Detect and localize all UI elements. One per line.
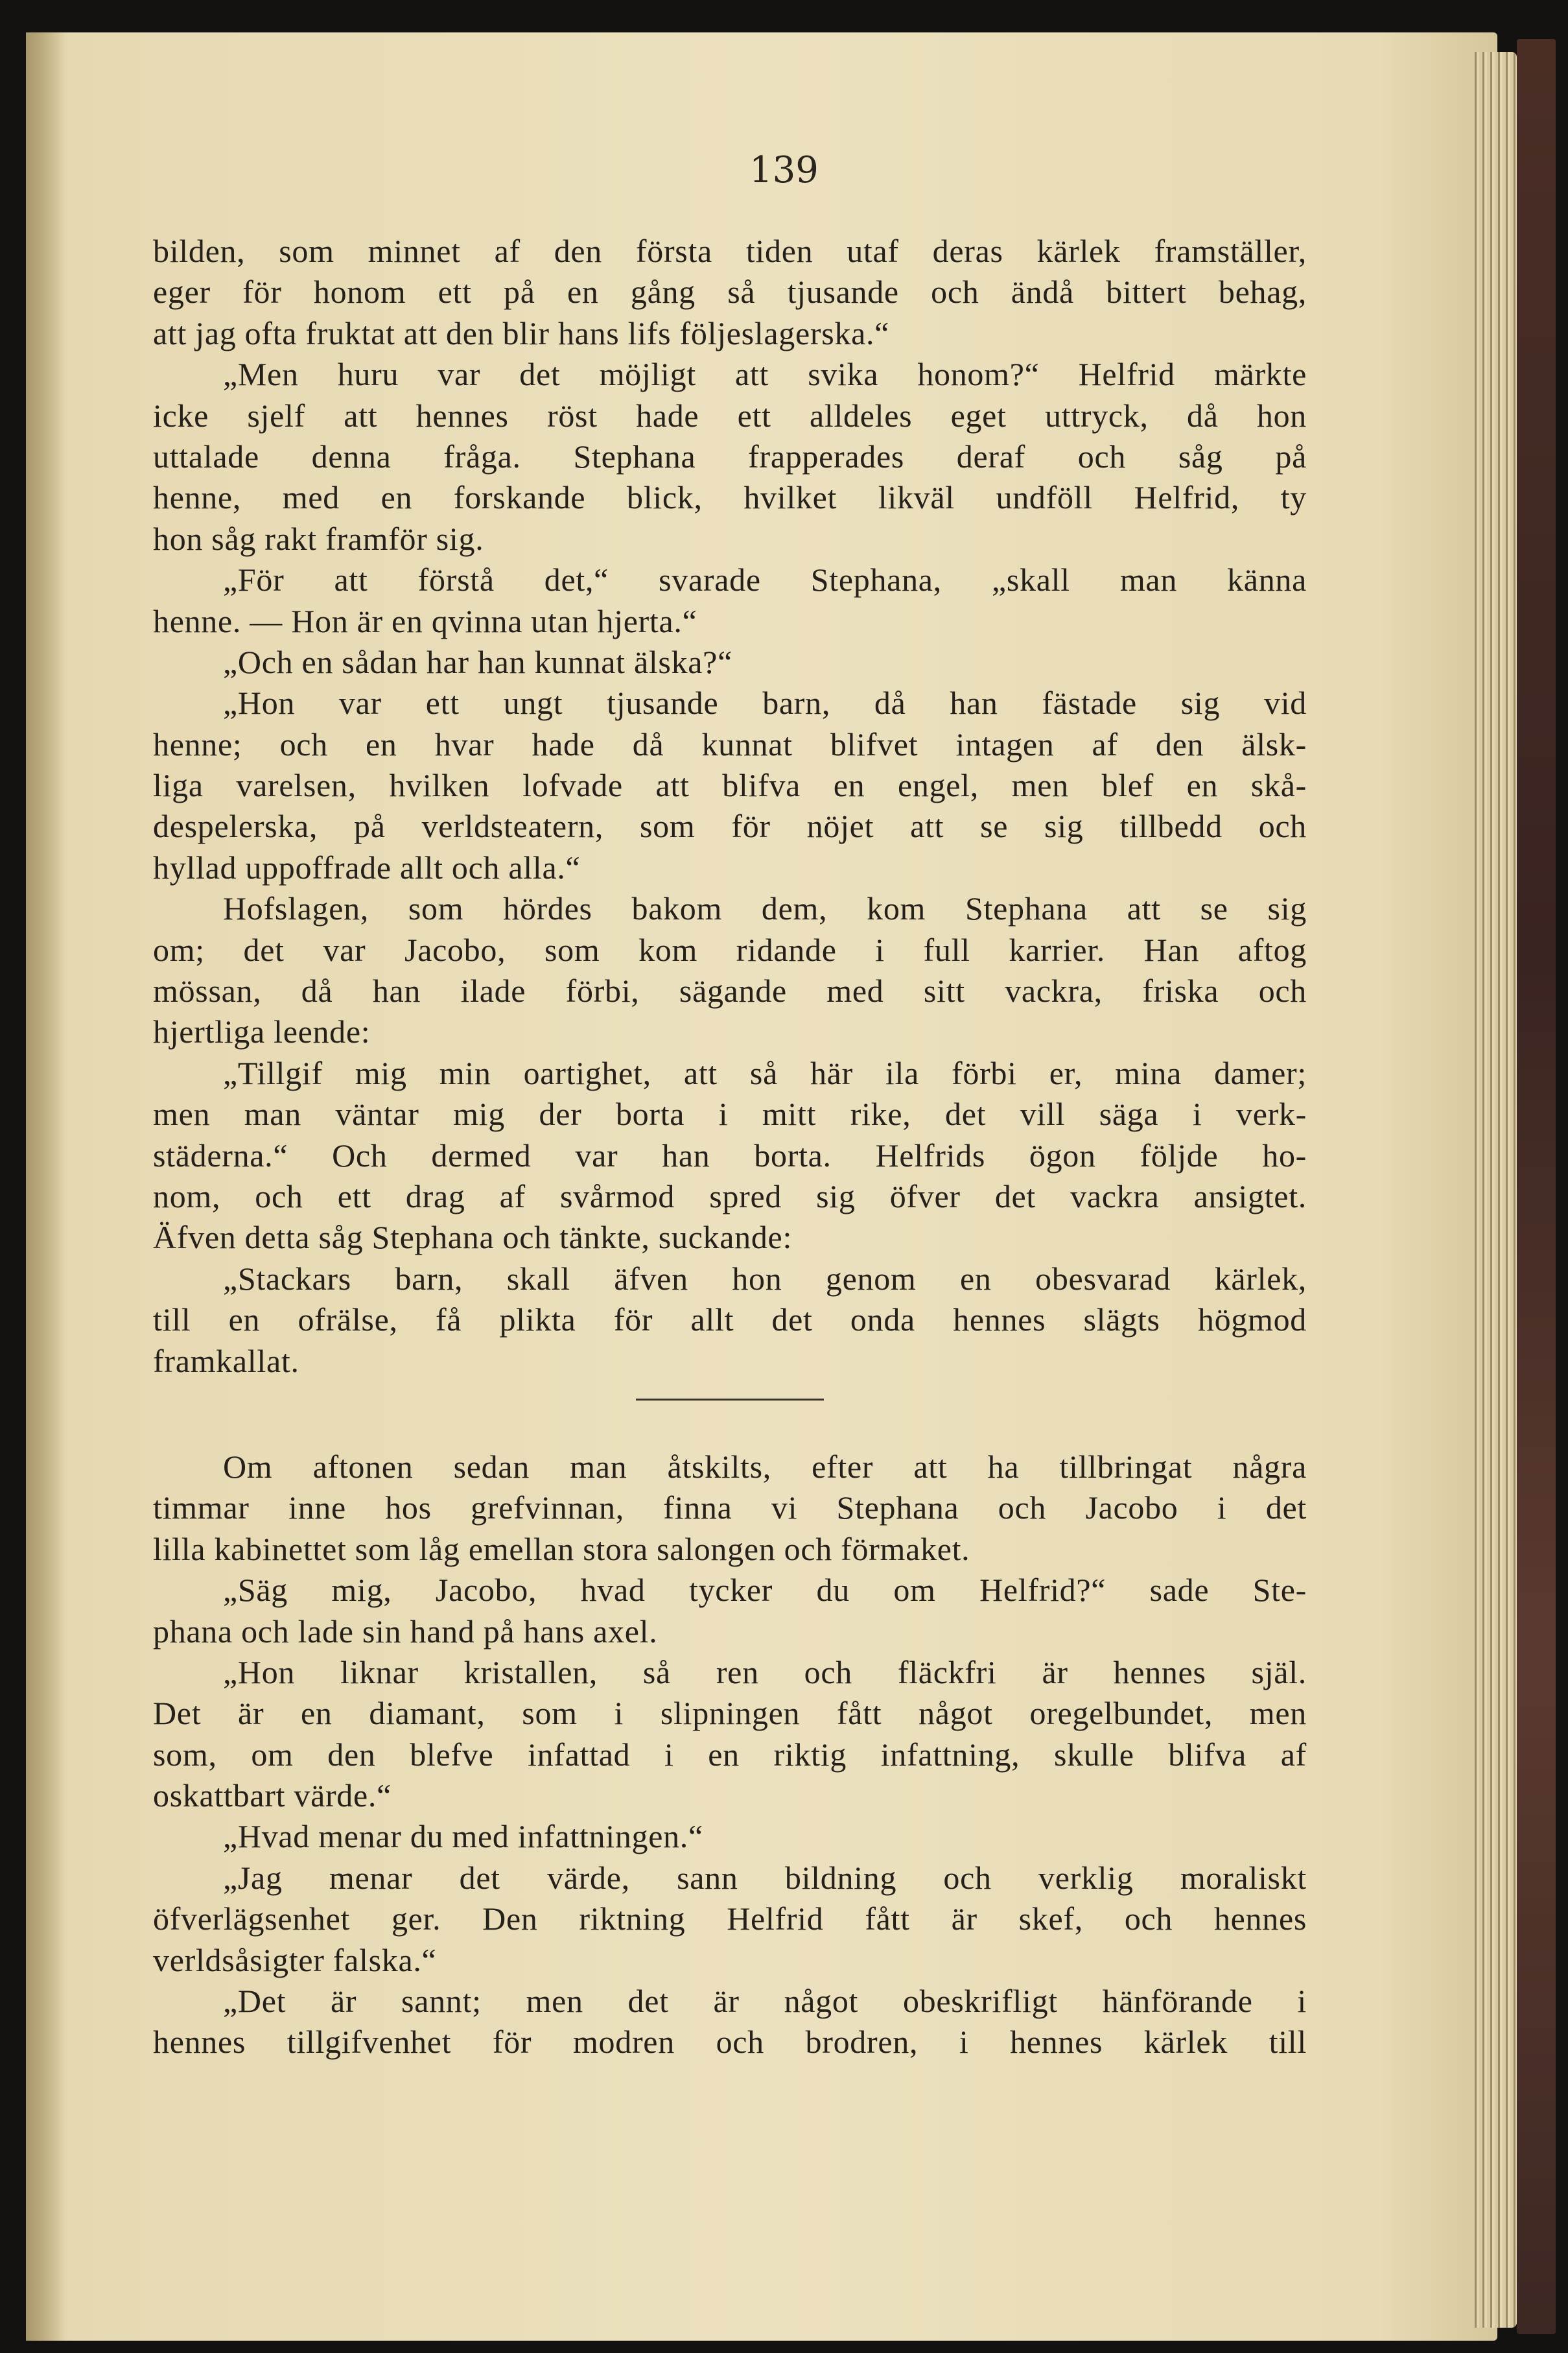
text-line: „Säg mig, Jacobo, hvad tycker du om Helfrid?“ sade Ste- bbox=[223, 1572, 1307, 1609]
text-line: „Hvad menar du med infattningen.“ bbox=[223, 1818, 703, 1855]
text-line: framkallat. bbox=[153, 1342, 299, 1379]
text-line: „Det är sannt; men det är något obeskrifligt hänförande i bbox=[223, 1983, 1307, 2020]
text-line: nom, och ett drag af svårmod spred sig öfver det vackra ansigtet. bbox=[153, 1177, 1307, 1214]
text-line: timmar inne hos grefvinnan, finna vi Stephana och Jacobo i det bbox=[153, 1489, 1307, 1526]
text-line: „Hon var ett ungt tjusande barn, då han fästade sig vid bbox=[223, 685, 1307, 722]
text-line: liga varelsen, hvilken lofvade att blifva en engel, men blef en skå- bbox=[153, 767, 1307, 804]
text-line: henne. — Hon är en qvinna utan hjerta.“ bbox=[153, 602, 697, 639]
text-line: hyllad uppoffrade allt och alla.“ bbox=[153, 849, 581, 886]
page-number: 139 bbox=[749, 149, 819, 191]
text-line: oskattbart värde.“ bbox=[153, 1777, 392, 1814]
text-line: lilla kabinettet som låg emellan stora salongen och förmaket. bbox=[153, 1530, 970, 1567]
text-line: „Men huru var det möjligt att svika honom?“ Helfrid märkte bbox=[223, 356, 1307, 393]
text-line: Om aftonen sedan man åtskilts, efter att ha tillbringat några bbox=[223, 1448, 1307, 1485]
text-line: om; det var Jacobo, som kom ridande i full karrier. Han aftog bbox=[153, 931, 1307, 968]
text-line: henne, med en forskande blick, hvilket likväl undföll Helfrid, ty bbox=[153, 479, 1307, 516]
text-line: bilden, som minnet af den första tiden utaf deras kärlek framställer, bbox=[153, 233, 1307, 269]
text-line: Det är en diamant, som i slipningen fått något oregelbundet, men bbox=[153, 1695, 1307, 1732]
section-rule bbox=[636, 1399, 824, 1401]
text-line: „Hon liknar kristallen, så ren och fläckfri är hennes själ. bbox=[223, 1653, 1307, 1690]
text-line: hjertliga leende: bbox=[153, 1013, 371, 1050]
text-line: städerna.“ Och dermed var han borta. Helfrids ögon följde ho- bbox=[153, 1137, 1307, 1174]
text-line: som, om den blefve infattad i en riktig infattning, skulle blifva af bbox=[153, 1736, 1307, 1773]
section-break bbox=[153, 1382, 1307, 1447]
text-line: öfverlägsenhet ger. Den riktning Helfrid fått är skef, och hennes bbox=[153, 1900, 1307, 1937]
text-line: eger för honom ett på en gång så tjusande och ändå bittert behag, bbox=[153, 274, 1307, 311]
text-line: att jag ofta fruktat att den blir hans lifs följeslagerska.“ bbox=[153, 314, 890, 351]
text-line: hennes tillgifvenhet för modren och brodren, i hennes kärlek till bbox=[153, 2024, 1307, 2061]
text-line: despelerska, på verldsteatern, som för nöjet att se sig tillbedd och bbox=[153, 808, 1307, 845]
text-line: „Och en sådan har han kunnat älska?“ bbox=[223, 643, 732, 680]
page-edges bbox=[1471, 52, 1517, 2328]
gutter-shadow bbox=[26, 32, 65, 2341]
text-line: phana och lade sin hand på hans axel. bbox=[153, 1613, 658, 1649]
text-line: Hofslagen, som hördes bakom dem, kom Stephana att se sig bbox=[223, 890, 1307, 927]
text-line: „För att förstå det,“ svarade Stephana, „skall man känna bbox=[223, 562, 1307, 598]
text-line: verldsåsigter falska.“ bbox=[153, 1941, 437, 1978]
body-text bbox=[153, 231, 1307, 2063]
text-line: mössan, då han ilade förbi, sägande med sitt vackra, friska och bbox=[153, 973, 1307, 1010]
text-line: icke sjelf att hennes röst hade ett alldeles eget uttryck, då hon bbox=[153, 397, 1307, 434]
text-line: Äfven detta såg Stephana och tänkte, suckande: bbox=[153, 1219, 793, 1256]
text-line: men man väntar mig der borta i mitt rike, det vill säga i verk- bbox=[153, 1096, 1307, 1133]
text-line: „Stackars barn, skall äfven hon genom en obesvarad kärlek, bbox=[223, 1260, 1307, 1297]
text-line: henne; och en hvar hade då kunnat blifvet intagen af den älsk- bbox=[153, 726, 1307, 763]
text-line: till en ofrälse, få plikta för allt det onda hennes slägts högmod bbox=[153, 1301, 1307, 1338]
text-line: uttalade denna fråga. Stephana frapperades deraf och såg på bbox=[153, 438, 1307, 475]
text-line: „Jag menar det värde, sann bildning och verklig moraliskt bbox=[223, 1859, 1307, 1896]
book-cover-edge bbox=[1517, 39, 1556, 2334]
text-line: „Tillgif mig min oartighet, att så här ila förbi er, mina damer; bbox=[223, 1054, 1307, 1091]
text-line: hon såg rakt framför sig. bbox=[153, 520, 484, 557]
